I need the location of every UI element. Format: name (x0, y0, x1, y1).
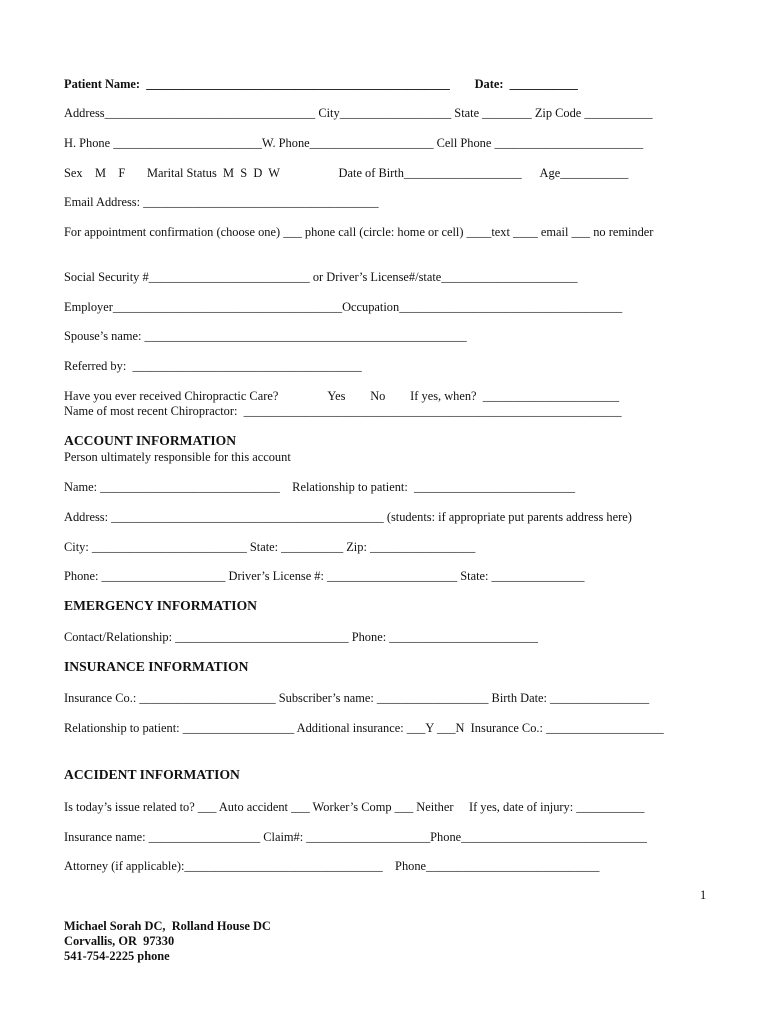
account-subheading: Person ultimately responsible for this account (64, 450, 291, 464)
email-line: Email Address: ______________________________________ (64, 195, 379, 209)
insurance-relationship-line: Relationship to patient: __________________ Additional insurance: ___Y ___N Insurance Co.: ___________________ (64, 721, 664, 735)
accident-insurance-line: Insurance name: __________________ Claim#: ____________________Phone______________________________ (64, 830, 648, 844)
insurance-company-line: Insurance Co.: ______________________ Subscriber’s name: __________________ Birth Date: ________________ (64, 691, 650, 705)
emergency-heading: EMERGENCY INFORMATION (64, 598, 257, 613)
accident-related-line: Is today’s issue related to? ___ Auto accident ___ Worker’s Comp ___ Neither If yes, date of injury: ___________ (64, 800, 645, 814)
chiropractic-care-line: Have you ever received Chiropractic Care? Yes No If yes, when? ______________________ (64, 389, 620, 403)
footer-city: Corvallis, OR 97330 (64, 934, 175, 948)
footer-doctors: Michael Sorah DC, Rolland House DC (64, 919, 271, 933)
account-heading: ACCOUNT INFORMATION (64, 433, 237, 448)
account-city-line: City: _________________________ State: __________ Zip: _________________ (64, 540, 476, 554)
recent-chiropractor-line: Name of most recent Chiropractor: _____________________________________________________________ (64, 404, 622, 418)
address-line: Address__________________________________ City__________________ State ________ Zip Code ___________ (64, 106, 653, 120)
account-name-line: Name: _____________________________ Relationship to patient: __________________________ (64, 480, 576, 494)
patient-name-date-line: Patient Name: _________________________________________________ Date: ___________ (64, 77, 578, 91)
emergency-contact-line: Contact/Relationship: ____________________________ Phone: ________________________ (64, 630, 538, 644)
account-address-line: Address: ____________________________________________ (students: if appropriate put parents address here) (64, 510, 632, 524)
employer-line: Employer_____________________________________Occupation____________________________________ (64, 300, 623, 314)
footer-phone: 541-754-2225 phone (64, 949, 170, 963)
sex-marital-dob-line: Sex M F Marital Status M S D W Date of Birth___________________ Age___________ (64, 166, 629, 180)
accident-heading: ACCIDENT INFORMATION (64, 767, 240, 782)
spouse-line: Spouse’s name: ____________________________________________________ (64, 329, 467, 343)
attorney-line: Attorney (if applicable):________________________________ Phone____________________________ (64, 859, 600, 873)
phone-line: H. Phone ________________________W. Phone____________________ Cell Phone ________________________ (64, 136, 644, 150)
social-security-line: Social Security #__________________________ or Driver’s License#/state______________________ (64, 270, 578, 284)
appointment-confirmation-line: For appointment confirmation (choose one) ___ phone call (circle: home or cell) ____text ____ email ___ no reminder (64, 225, 654, 239)
insurance-heading: INSURANCE INFORMATION (64, 659, 249, 674)
referred-by-line: Referred by: _____________________________________ (64, 359, 362, 373)
account-phone-line: Phone: ____________________ Driver’s License #: _____________________ State: _______________ (64, 569, 585, 583)
page-number: 1 (700, 888, 707, 902)
